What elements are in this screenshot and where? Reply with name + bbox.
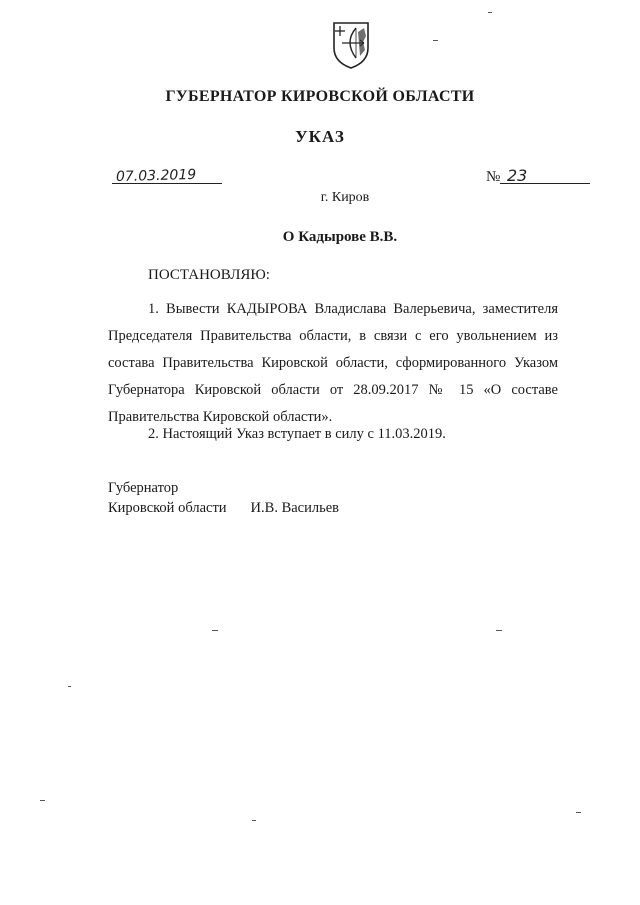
scan-speck [576, 812, 581, 813]
number-underline [500, 183, 590, 184]
signatory-title-line1: Губернатор [108, 480, 179, 496]
authority-title: ГУБЕРНАТОР КИРОВСКОЙ ОБЛАСТИ [165, 88, 475, 105]
kirov-coat-of-arms-icon [330, 20, 372, 70]
scan-speck [212, 630, 218, 631]
signature-block [108, 478, 339, 518]
decree-number: 23 [507, 166, 528, 185]
signatory-title-line2: Кировской области [108, 500, 227, 516]
signatory-name: И.В. Васильев [250, 500, 339, 516]
decree-item-2: 2. Настоящий Указ вступает в силу с 11.03.2019. [148, 426, 446, 442]
signatory-title-line2-wrap [108, 498, 339, 518]
scan-speck [68, 686, 71, 687]
scan-speck [40, 800, 45, 801]
resolves-heading: ПОСТАНОВЛЯЮ: [148, 267, 270, 283]
number-sign: № [486, 169, 501, 185]
scan-speck [488, 12, 492, 13]
scan-speck [252, 820, 256, 821]
decree-date: 07.03.2019 [115, 166, 197, 186]
document-type: УКАЗ [295, 127, 345, 146]
city: г. Киров [320, 190, 370, 205]
decree-item-1: 1. Вывести КАДЫРОВА Владислава Валерьевича, заместителя Председателя Правительства области, в связи с его увольнением из состава Правительства Кировской области, сформированного Указом Губернатора Кировской области от 28.09.2017 № 15 «О составе Правительства Кировской области». [108, 301, 558, 425]
scan-speck [433, 40, 438, 41]
date-underline [112, 183, 222, 184]
scan-speck [496, 630, 502, 631]
decree-body [108, 296, 558, 431]
decree-subject: О Кадырове В.В. [282, 229, 398, 245]
